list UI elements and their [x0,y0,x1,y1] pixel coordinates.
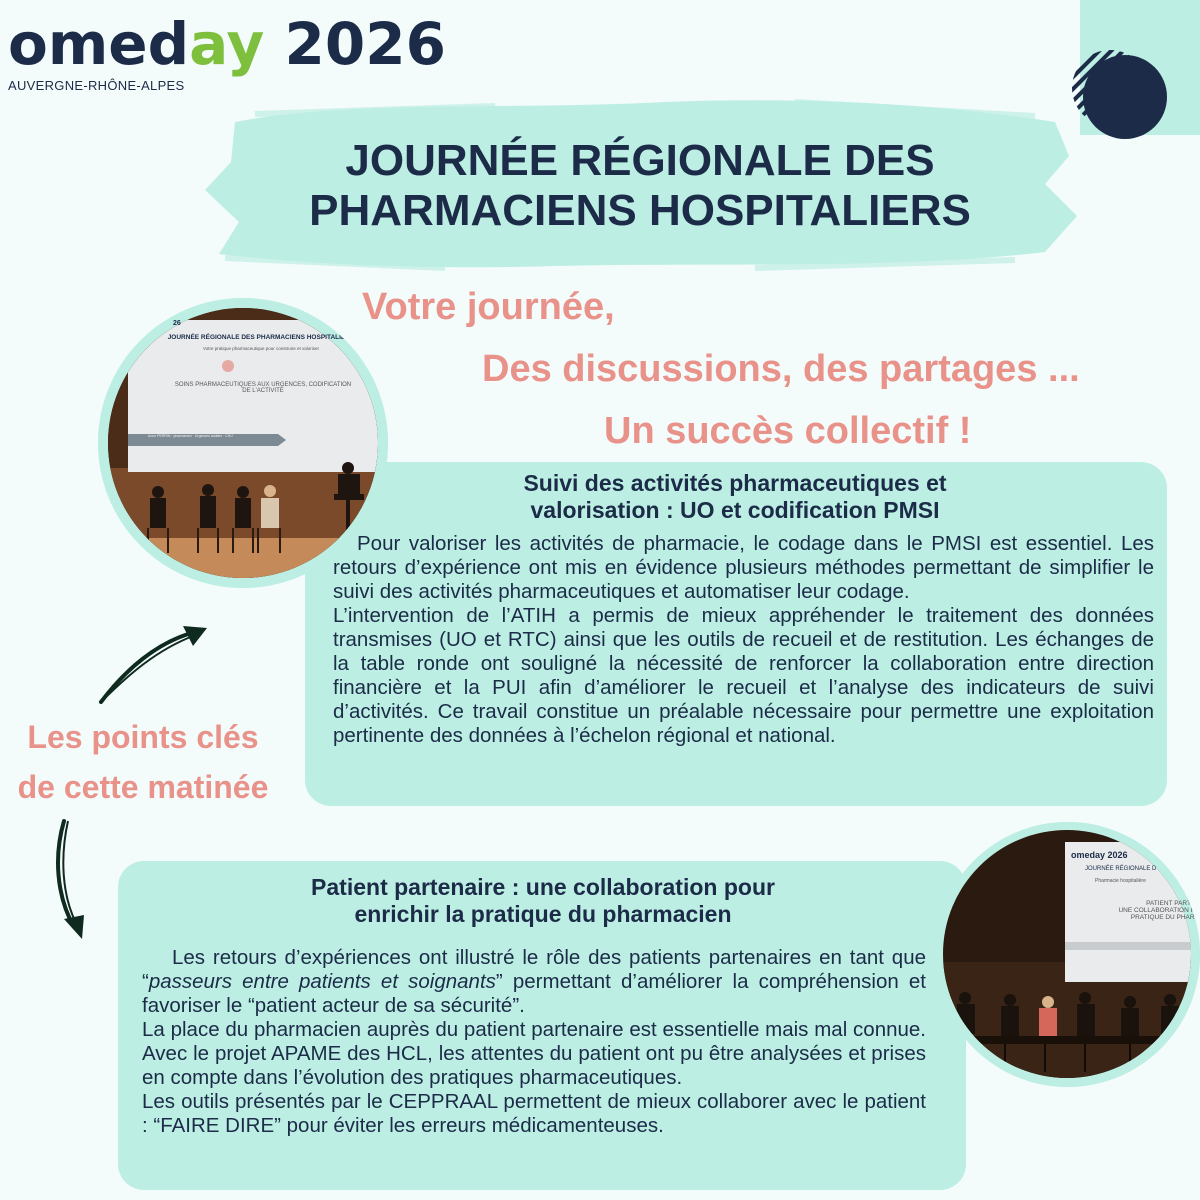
curved-arrow-up-icon [95,620,215,710]
logo-main: omed [8,10,190,78]
photo1-screen-banner: Anne PERRIN · pharmacien · Urgences adultes · CHU [148,434,233,438]
section-pmsi-body [333,532,1154,748]
slogan-line-1: Votre journée, [362,286,615,328]
conference-photo-1 [98,298,388,588]
conference-photo-2-image [935,822,1200,1087]
photo1-screen-title: JOURNÉE RÉGIONALE DES PHARMACIENS HOSPITALIERS [167,334,355,341]
photo1-screen-logo: 26 [173,320,181,327]
title-line-1: JOURNÉE RÉGIONALE DES [345,136,935,185]
brand [8,8,446,93]
conference-photo-2 [935,822,1200,1087]
section-patient-partner-body [142,946,926,1138]
paragraph-1-italic: passeurs entre patients et soignants [148,970,496,993]
photo2-screen-subtitle: Pharmacie hospitalière [1095,878,1146,884]
conference-photo-1-image [98,298,388,588]
page-title [240,136,1040,236]
photo2-screen-topic-line-2: UNE COLLABORATION PO [1118,907,1200,914]
section-patient-partner-paragraph-2: La place du pharmacien auprès du patient partenaire est essentielle mais mal connue. Avec le projet APAME des HCL, les attentes du patient ont pu être analysées et prises en compte dans l’évolution des pratiques pharmaceutiques. [142,1018,926,1089]
section-patient-partner [118,861,966,1190]
photo2-screen-logo-main: omeday [1071,850,1106,860]
key-points-heading-line-2: de cette matinée [17,769,269,805]
section-pmsi-title-line-1: Suivi des activités pharmaceutiques et [523,470,947,496]
brand-logo [8,8,446,80]
photo1-screen-subtitle: Votre pratique pharmaceutique pour construire et valoriser [202,346,320,351]
section-patient-partner-paragraph-1 [142,946,926,1018]
paragraph-1-part-b: ” permettant d’améliorer la compréhension et favoriser le “patient acteur de sa sécurité”. [142,970,926,1017]
section-pmsi [305,462,1167,806]
photo1-screen-topic-line-2: DE L'ACTIVITÉ [242,388,284,394]
section-patient-partner-paragraph-3: Les outils présentés par le CEPPRAAL permettent de mieux collaborer avec le patient : “FAIRE DIRE” pour éviter les erreurs médicamenteuses. [142,1090,926,1137]
section-pmsi-paragraph-2: L’intervention de l’ATIH a permis de mieux appréhender le traitement des données transmises (UO et RTC) ainsi que les outils de recueil et de restitution. Les échanges de la table ronde ont souligné la nécessité de renforcer la collaboration entre direction financière et la PUI afin d’améliorer le recueil et l’analyse des indicateurs de suivi d’activités. Ce travail constitue un préalable nécessaire pour permettre une exploitation pertinente des données à l’échelon régional et national. [333,604,1154,747]
photo2-screen-title: JOURNÉE RÉGIONALE D [1085,866,1157,872]
section-pmsi-title-line-2: valorisation : UO et codification PMSI [530,497,940,523]
brand-region: AUVERGNE-RHÔNE-ALPES [8,78,185,93]
section-patient-partner-title [213,874,873,928]
photo2-screen-logo-year: 2026 [1107,850,1128,860]
photo2-screen-topic-line-1: PATIENT PARTEN [1146,900,1200,907]
photo2-screen-topic [1085,900,1200,921]
section-patient-partner-title-line-1: Patient partenaire : une collaboration pour [311,874,775,900]
photo1-screen-topic [148,382,378,394]
logo-accent: ay [189,10,265,78]
photo2-screen-topic-line-3: PRATIQUE DU PHARM [1130,914,1200,921]
key-points-heading-line-1: Les points clés [27,719,259,755]
key-points-heading [0,712,286,812]
section-pmsi-title [415,470,1055,524]
section-patient-partner-title-line-2: enrichir la pratique du pharmacien [354,901,732,927]
photo2-screen-logo [1071,850,1128,860]
slogan-line-3: Un succès collectif ! [604,410,972,452]
paragraph-1-part-a: Les retours d’expériences ont illustré le rôle des patients partenaires en tant que “ [142,946,926,993]
photo1-screen-topic-line-1: SOINS PHARMACEUTIQUES AUX URGENCES, CODIFICATION [174,382,352,388]
curved-arrow-down-icon [50,815,100,945]
logo-year: 2026 [284,10,446,78]
slogan-line-2: Des discussions, des partages ... [482,348,1080,390]
section-pmsi-paragraph-1: Pour valoriser les activités de pharmacie, le codage dans le PMSI est essentiel. Les retours d’expérience ont mis en évidence plusieurs méthodes permettant de simplifier le suivi des activités pharmaceutiques et automatiser leur codage. [333,532,1154,603]
title-line-2: PHARMACIENS HOSPITALIERS [309,186,971,235]
